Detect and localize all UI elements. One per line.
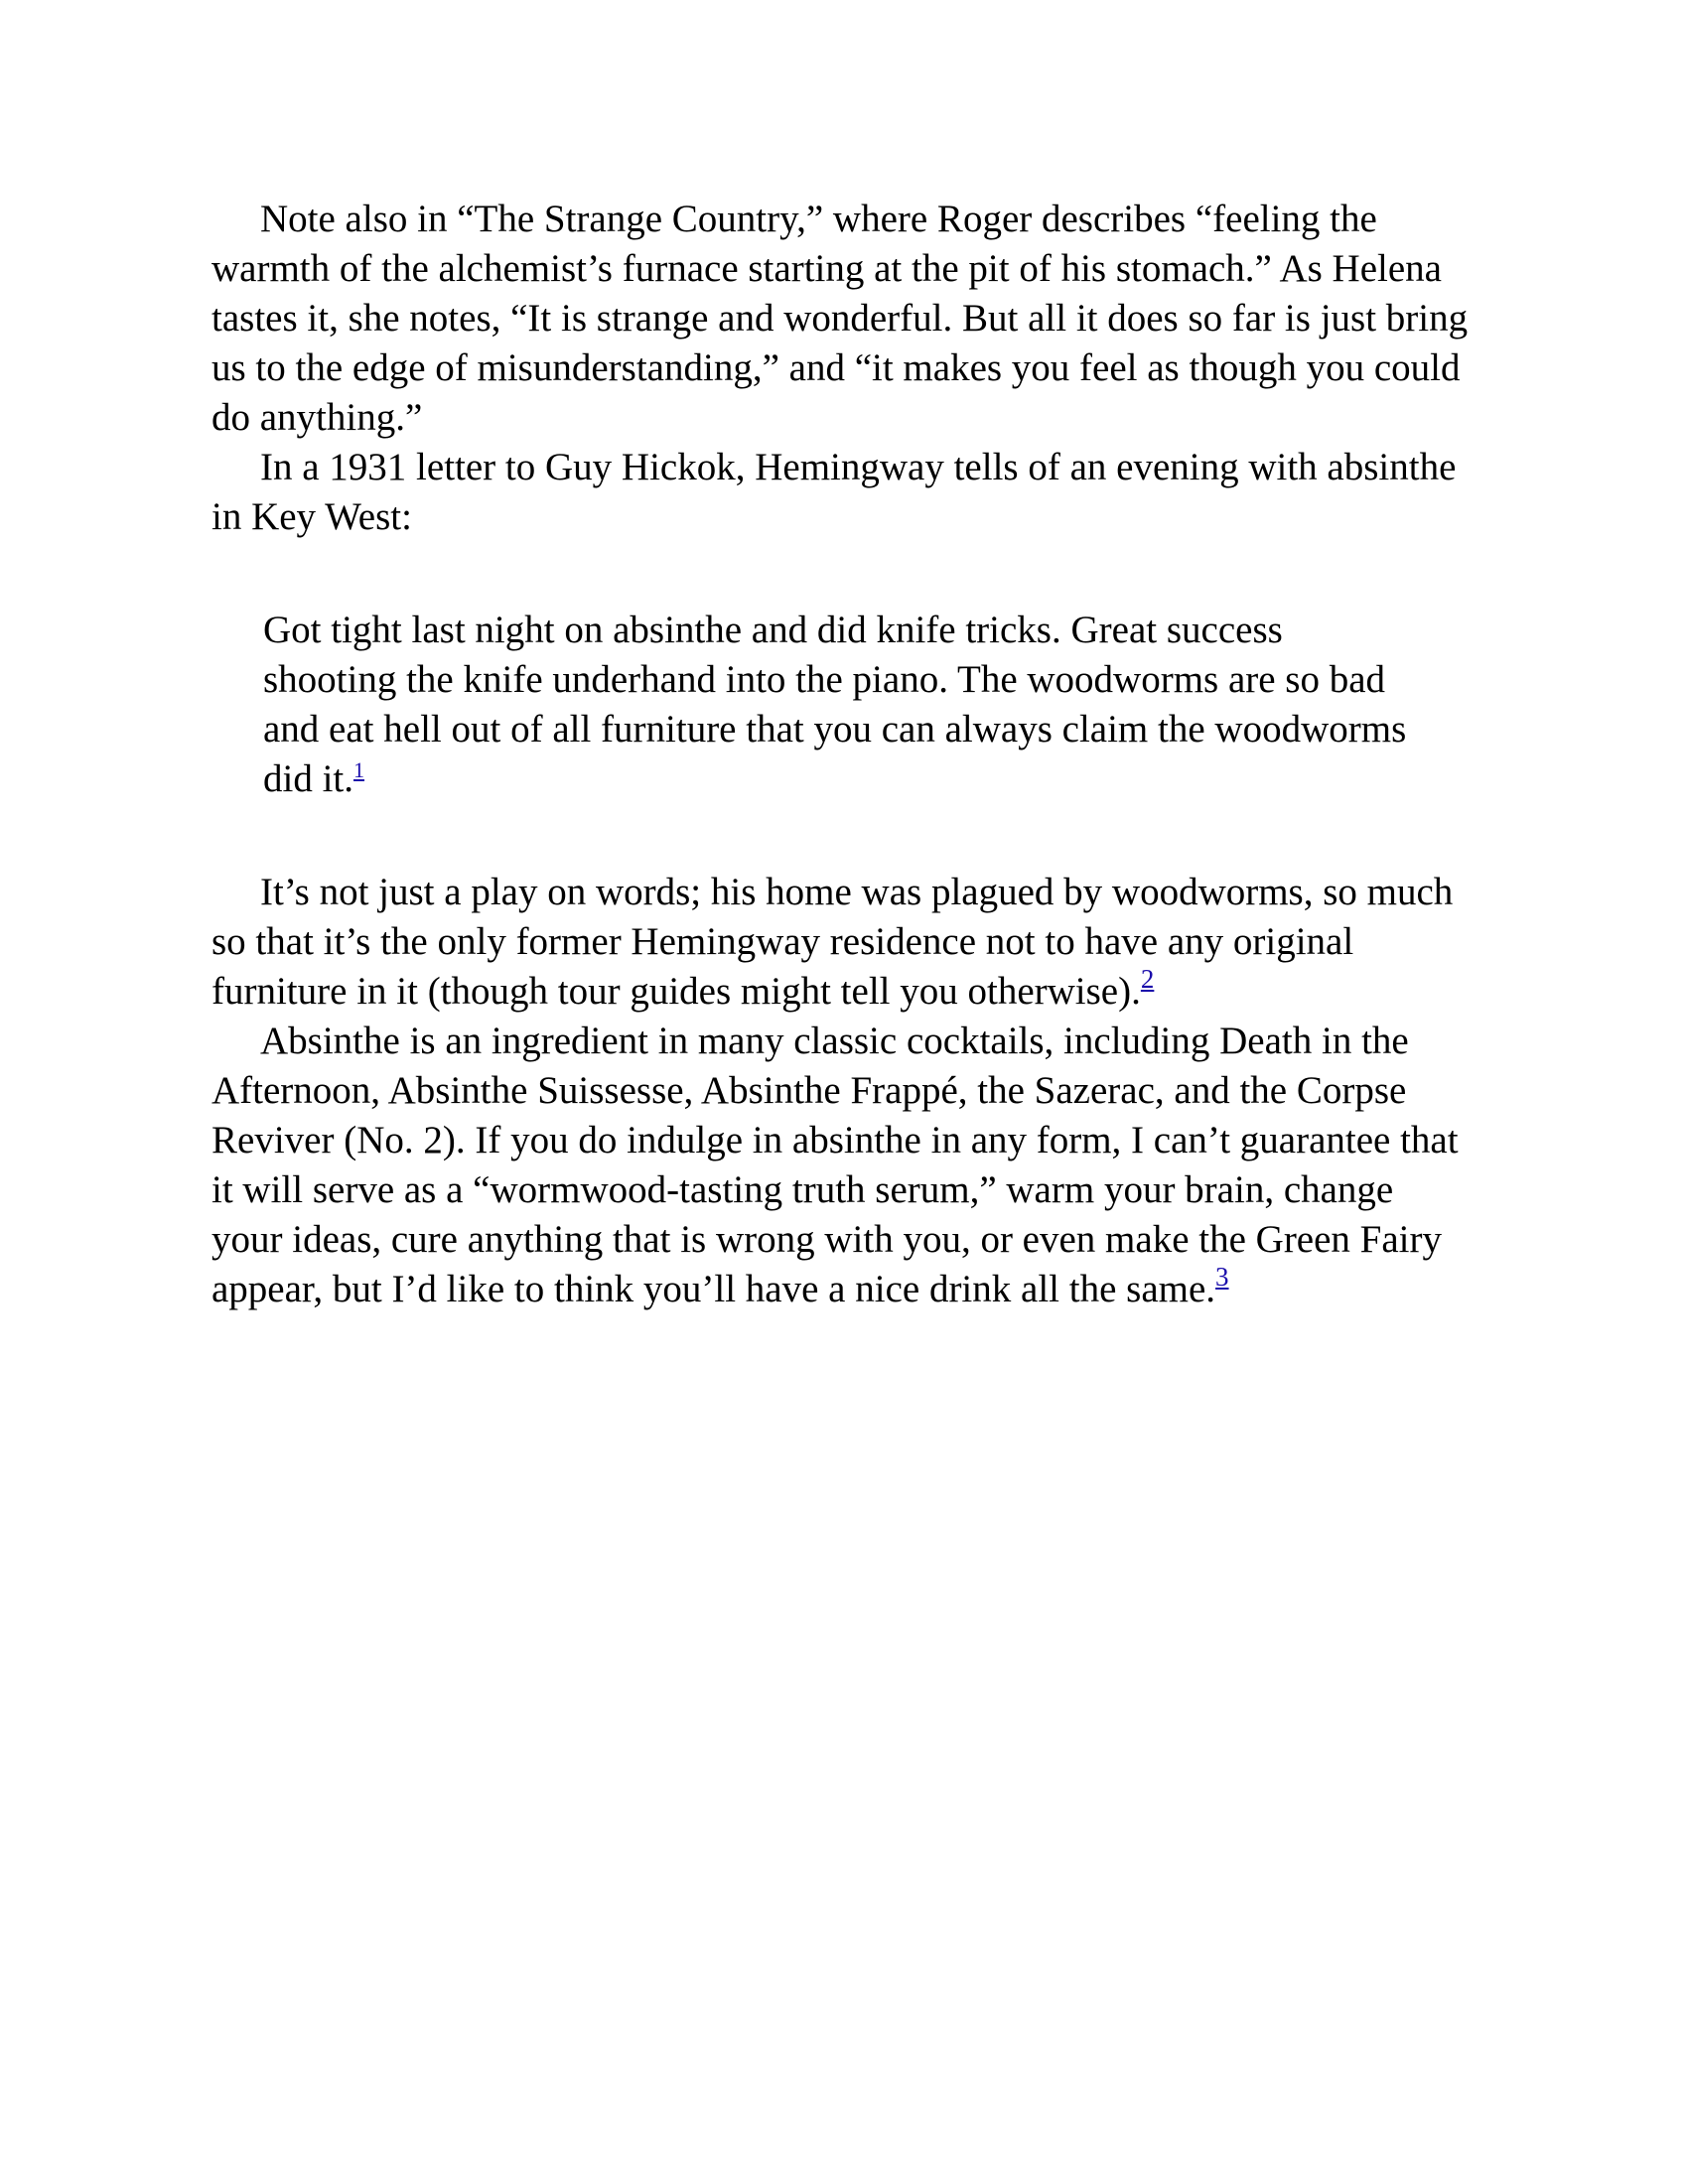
document-body — [211, 195, 1473, 1314]
quote-text: Got tight last night on absinthe and did knife tricks. Great success shooting the knife underhand into the piano. The woodworms are so bad and eat hell out of all furniture that you can always claim the woodworms did it. — [263, 609, 1407, 800]
paragraph-letter-intro — [211, 443, 1473, 542]
paragraph-strange-country — [211, 195, 1473, 443]
paragraph-woodworms — [211, 868, 1473, 1017]
paragraph-text: In a 1931 letter to Guy Hickok, Hemingway tells of an evening with absinthe in Key West: — [211, 446, 1457, 538]
footnote-link-2[interactable]: 2 — [1140, 964, 1155, 994]
footnote-link-1[interactable]: 1 — [353, 757, 365, 782]
paragraph-text: It’s not just a play on words; his home was plagued by woodworms, so much so that it’s the only former Hemingway residence not to have any original furniture in it (though tour guides might tell you otherwise). — [211, 871, 1454, 1013]
paragraph-cocktails — [211, 1017, 1473, 1314]
block-quote-letter — [263, 606, 1415, 804]
footnote-link-3[interactable]: 3 — [1215, 1262, 1229, 1292]
paragraph-text: Absinthe is an ingredient in many classic cocktails, including Death in the Afternoon, Absinthe Suissesse, Absinthe Frappé, the Sazerac, and the Corpse Reviver (No. 2). If you do indulge in absinthe in any form, I can’t guarantee that it will serve as a “wormwood-tasting truth serum,” warm your brain, change your ideas, cure anything that is wrong with you, or even make the Green Fairy appear, but I’d like to think you’ll have a nice drink all the same. — [211, 1020, 1459, 1310]
paragraph-text: Note also in “The Strange Country,” where Roger describes “feeling the warmth of the alchemist’s furnace starting at the pit of his stomach.” As Helena tastes it, she notes, “It is strange and wonderful. But all it does so far is just bring us to the edge of misunderstanding,” and “it makes you feel as though you could do anything.” — [211, 198, 1469, 439]
